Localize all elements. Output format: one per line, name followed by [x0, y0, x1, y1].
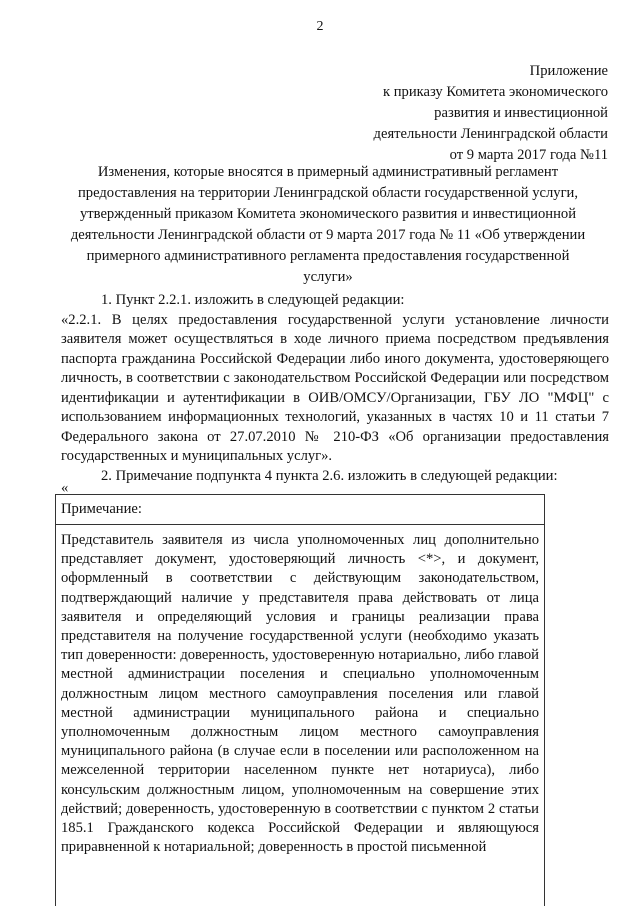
note-body: Представитель заявителя из числа уполномоченных лиц дополнительно представляет документ, удостоверяющий личность <*>, и документ, оформленный в соответствии с действующим законодательством, подтверждающий наличие у представителя права действовать от лица заявителя и определяющий условия и границы реализации права представителя на получение государственной услуги (необходимо указать тип доверенности: доверенность, удостоверенную нотариально, либо главой местной администрации поселения и специально уполномоченным должностным лицом местного самоуправления поселения или главой местной администрации муниципального района и специально уполномоченным должностным лицом местного самоуправления муниципального района (в случае если в поселении или расположенном на межселенной территории населенном пункте нет нотариуса), либо консульским должностным лицом, уполномоченным на совершение этих действий; доверенность, удостоверенную в соответствии с пунктом 2 статьи 185.1 Гражданского кодекса Российской Федерации и являющуюся приравненной к нотариальной; доверенность в простой письменной	[61, 532, 539, 856]
note-table	[55, 494, 545, 906]
appendix-line: развития и инвестиционной	[434, 105, 608, 121]
item-1-heading: 1. Пункт 2.2.1. изложить в следующей редакции:	[101, 292, 405, 308]
appendix-line: от 9 марта 2017 года №11	[449, 147, 608, 163]
note-header: Примечание:	[56, 495, 544, 525]
page-number: 2	[316, 19, 324, 34]
document-title: Изменения, которые вносятся в примерный административный регламент предоставления на территории Ленинградской области государственной услуги, утвержденный приказом Комитета экономического развития и инвестиционной деятельности Ленинградской области от 9 марта 2017 года № 11 «Об утверждении примерного административного регламента предоставления государственной услуги»	[70, 164, 586, 285]
appendix-line: деятельности Ленинградской области	[373, 126, 608, 142]
item-1-text: «2.2.1. В целях предоставления государственной услуги установление личности заявителя может осуществляться в ходе личного приема посредством предъявления паспорта гражданина Российской Федерации либо иного документа, удостоверяющего личность, в соответствии с законодательством Российской Федерации или посредством идентификации и аутентификации в ОИВ/ОМСУ/Организации, ГБУ ЛО "МФЦ" с использованием информационных технологий, указанных в частях 10 и 11 статьи 7 Федерального закона от 27.07.2010 № 210-ФЗ «Об организации предоставления государственных и муниципальных услуг».	[61, 311, 609, 464]
document-body	[61, 291, 609, 486]
appendix-line: к приказу Комитета экономического	[382, 84, 608, 100]
item-2-heading: 2. Примечание подпункта 4 пункта 2.6. изложить в следующей редакции:	[101, 467, 558, 484]
appendix-line: Приложение	[529, 63, 608, 79]
open-quote: «	[61, 480, 69, 496]
appendix-block	[374, 61, 608, 166]
